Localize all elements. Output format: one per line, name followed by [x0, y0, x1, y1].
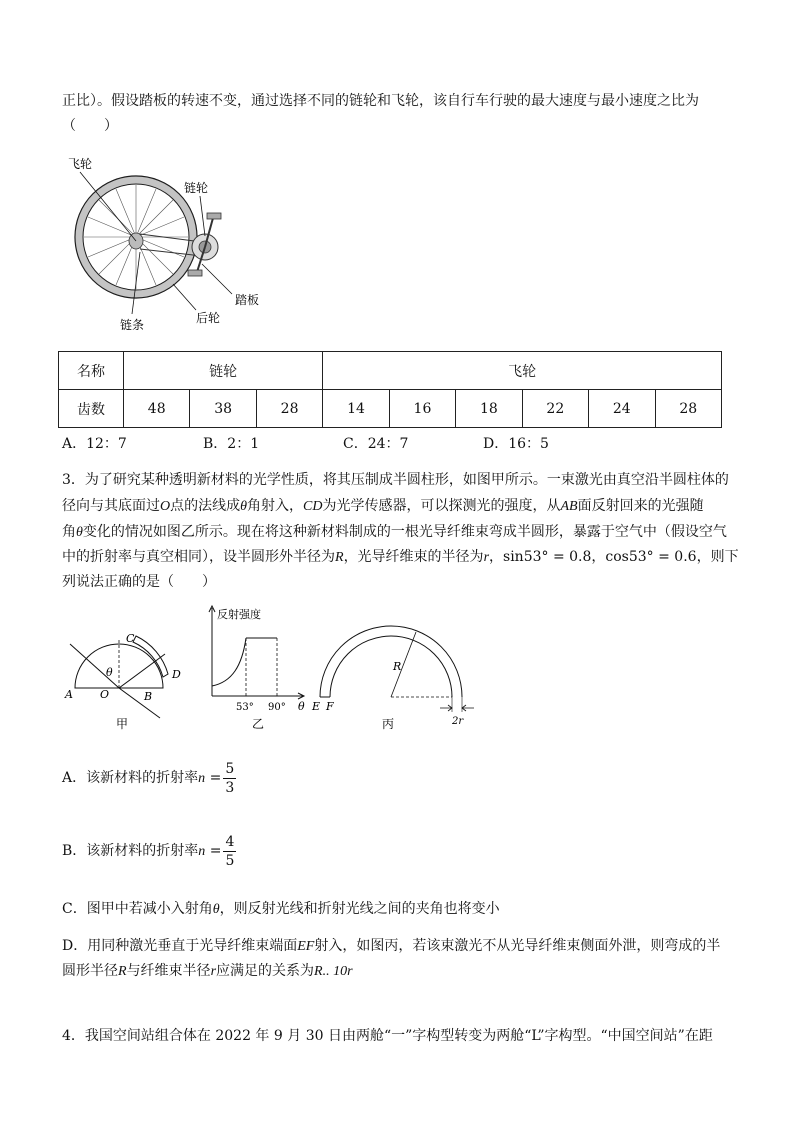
label-e: E [312, 700, 321, 713]
caption-yi: 乙 [252, 717, 265, 731]
label-rear-wheel: 后轮 [196, 311, 221, 325]
label-chain: 链条 [120, 318, 145, 332]
label-flywheel: 飞轮 [68, 157, 93, 171]
figure-bing [311, 626, 474, 731]
q3-option-b[interactable]: B．该新材料的折射率n = $\frac{4}{5}$ [62, 833, 235, 869]
table-cell: 18 [456, 390, 522, 428]
q3-text-line4: 中的折射率与真空相同），设半圆形外半径为R，光导纤维束的半径为r，sin53° = 0.8，cos53° = 0.6，则下 [62, 549, 739, 565]
label-theta: θ [106, 666, 113, 679]
table-cell: 28 [256, 390, 322, 428]
table-header-name: 名称 [59, 352, 124, 390]
q3-text-line2: 径向与其底面过O点的法线成θ角射入，CD为光学传感器，可以探测光的强度，从AB面反射回来的光强随 [62, 498, 704, 514]
label-r-big: R [393, 660, 402, 673]
label-reflect-intensity: 反射强度 [217, 608, 261, 621]
q3-option-d-line2[interactable]: 圆形半径R与纤维束半径r应满足的关系为R.. 10r [62, 963, 353, 979]
table-cell: 38 [190, 390, 256, 428]
table-cell: 14 [323, 390, 389, 428]
figure-yi [209, 606, 305, 731]
tick-53: 53° [236, 702, 254, 713]
label-b: B [144, 690, 153, 703]
q2-option-d[interactable]: D．16：5 [483, 436, 549, 452]
label-d: D [172, 668, 181, 681]
table-cell: 16 [389, 390, 455, 428]
label-c: C [126, 632, 135, 645]
label-a: A [65, 688, 73, 701]
table-header-sprocket: 链轮 [124, 352, 323, 390]
q2-option-c[interactable]: C．24：7 [343, 436, 409, 452]
q2-option-b[interactable]: B．2：1 [203, 436, 260, 452]
q3-text-line5: 列说法正确的是（ ） [62, 574, 216, 590]
table-row [59, 352, 722, 390]
label-2r: 2r [452, 716, 464, 727]
q3-text-line3: 角θ变化的情况如图乙所示。现在将这种新材料制成的一根光导纤维束弯成半圆形，暴露于空气中（假设空气 [62, 524, 727, 540]
caption-bing: 丙 [382, 717, 395, 731]
label-x-theta: θ [298, 700, 305, 713]
fraction-4-5: $\frac{4}{5}$ [225, 833, 235, 869]
q2-option-a[interactable]: A．12：7 [62, 436, 127, 452]
table-teeth-label: 齿数 [59, 390, 124, 428]
table-cell: 22 [522, 390, 588, 428]
label-f: F [326, 700, 334, 713]
q3-option-a[interactable]: A．该新材料的折射率n = $\frac{5}{3}$ [62, 760, 235, 796]
table-header-flywheel: 飞轮 [323, 352, 722, 390]
teeth-table [58, 351, 722, 428]
q3-option-d-line1[interactable]: D．用同种激光垂直于光导纤维束端面EF射入，如图丙，若该束激光不从光导纤维束侧面外泄，则弯成的半 [62, 938, 721, 954]
q3-text-line1: 3．为了研究某种透明新材料的光学性质，将其压制成半圆柱形，如图甲所示。一束激光由真空沿半圆柱体的 [62, 472, 729, 488]
table-row [59, 390, 722, 428]
optics-figures [60, 600, 480, 740]
bicycle-figure [60, 152, 290, 332]
q2-paren: （ ） [62, 118, 118, 134]
q4-text-line1: 4．我国空间站组合体在 2022 年 9 月 30 日由两舱“一”字构型转变为两舱“L”字构型。“中国空间站”在距 [62, 1028, 713, 1044]
table-cell: 48 [124, 390, 190, 428]
fraction-5-3: $\frac{5}{3}$ [225, 760, 235, 796]
q2-text-line1: 正比）。假设踏板的转速不变，通过选择不同的链轮和飞轮，该自行车行驶的最大速度与最小速度之比为 [62, 93, 699, 109]
figure-jia [64, 632, 181, 731]
label-o: O [100, 688, 110, 701]
tick-90: 90° [268, 702, 286, 713]
q3-option-c[interactable]: C．图甲中若减小入射角θ，则反射光线和折射光线之间的夹角也将变小 [62, 901, 500, 917]
label-sprocket: 链轮 [184, 181, 209, 195]
table-cell: 28 [655, 390, 722, 428]
caption-jia: 甲 [116, 717, 129, 731]
table-cell: 24 [589, 390, 655, 428]
label-pedal: 踏板 [235, 293, 260, 307]
